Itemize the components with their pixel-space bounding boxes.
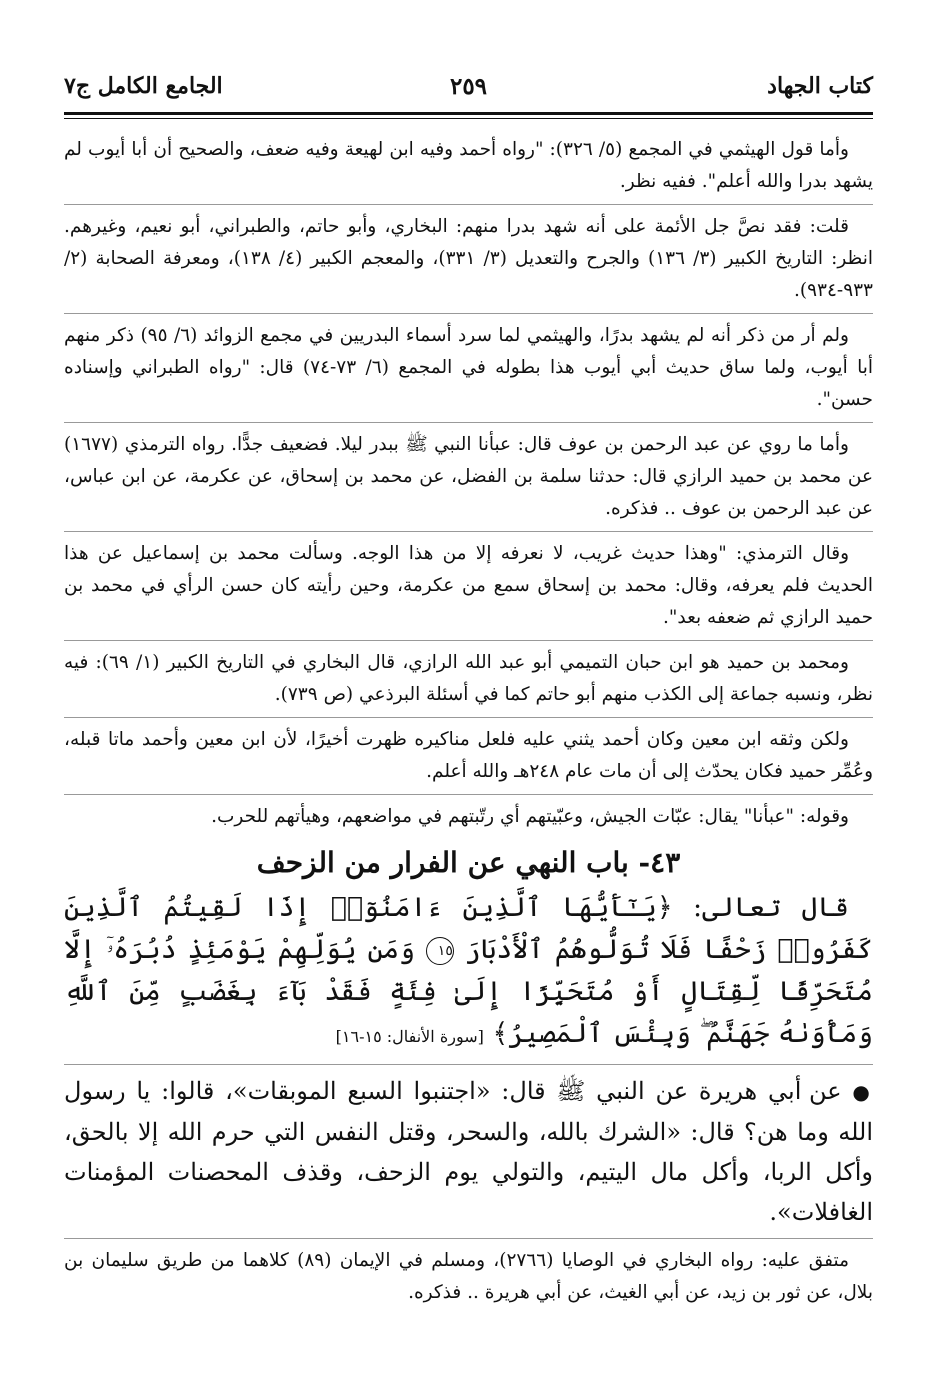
page-header xyxy=(64,66,873,106)
takhrij-paragraph: متفق عليه: رواه البخاري في الوصايا (٢٧٦٦)، ومسلم في الإيمان (٨٩) كلاهما من طريق سليمان بن بلال، عن ثور بن زيد، عن أبي الغيث، عن أبي هريرة .. فذكره. xyxy=(64,1250,873,1303)
paragraph-separator xyxy=(64,422,873,423)
paragraph-separator xyxy=(64,313,873,314)
quran-reference: [سورة الأنفال: ١٥-١٦] xyxy=(335,1027,484,1046)
paragraph-separator xyxy=(64,1064,873,1065)
paragraph: ولكن وثقه ابن معين وكان أحمد يثني عليه فلعل مناكيره ظهرت أخيرًا، لأن ابن معين وأحمد ماتا قبله، وعُمِّر حميد فكان يحدّث إلى أن مات عام ٢٤٨هـ والله أعلم. xyxy=(64,729,873,782)
paragraph-separator xyxy=(64,794,873,795)
section-heading: ٤٣- باب النهي عن الفرار من الزحف xyxy=(256,846,681,879)
verse-16: وَمَن يُوَلِّهِمْ يَوْمَئِذٍ دُبُرَهُۥٓ إِلَّا مُتَحَرِّفًا لِّقِتَالٍ أَوْ مُتَحَيِّزًا إِلَىٰ فِئَةٍ فَقَدْ بَآءَ بِغَضَبٍ مِّنَ ٱللَّهِ وَمَأْوَىٰهُ جَهَنَّمُ ۖ وَبِئْسَ ٱلْمَصِيرُ﴾ xyxy=(64,934,873,1049)
paragraph-separator xyxy=(64,717,873,718)
paragraph-separator xyxy=(64,531,873,532)
quran-intro: قال تعالى: xyxy=(692,892,849,923)
verse-15: ﴿يَـٰٓأَيُّهَا ٱلَّذِينَ ءَامَنُوٓا۟ إِذَا لَقِيتُمُ ٱلَّذِينَ كَفَرُوا۟ زَحْفًا فَلَا تُوَلُّوهُمُ ٱلْأَدْبَارَ xyxy=(64,892,873,965)
paragraph: وقوله: "عبأنا" يقال: عبّات الجيش، وعبّيتهم أي رتّبتهم في مواضعهم، وهيأتهم للحرب. xyxy=(211,806,849,827)
paragraph-separator xyxy=(64,640,873,641)
paragraph: ولم أر من ذكر أنه لم يشهد بدرًا، والهيثمي لما سرد أسماء البدريين في مجمع الزوائد (٦/ ٩٥) ذكر منهم أبا أيوب، ولما ساق حديث أبي أيوب هذا بطوله في المجمع (٦/ ٧٣-٧٤) قال: "رواه الطبراني وإسناده حسن". xyxy=(64,325,873,410)
header-rule xyxy=(64,112,873,115)
book-title: الجامع الكامل ج٧ xyxy=(64,73,223,99)
paragraph: ومحمد بن حميد هو ابن حبان التميمي أبو عبد الله الرازي، قال البخاري في التاريخ الكبير (١/ ٦٩): فيه نظر، ونسبه جماعة إلى الكذب منهم أبو حاتم كما في أسئلة البرذعي (ص ٧٣٩). xyxy=(64,652,873,705)
paragraph-separator xyxy=(64,204,873,205)
header-rule-thin xyxy=(64,118,873,119)
chapter-title: كتاب الجهاد xyxy=(767,73,873,99)
paragraph: وقال الترمذي: "وهذا حديث غريب، لا نعرفه إلا من هذا الوجه. وسألت محمد بن إسماعيل عن هذا الحديث فلم يعرفه، وقال: محمد بن إسحاق سمع من عكرمة، وحين رأيته كان حسن الرأي في محمد بن حميد الرازي ثم ضعفه بعد". xyxy=(64,543,873,628)
paragraph: قلت: فقد نصَّ جل الأئمة على أنه شهد بدرا منهم: البخاري، وأبو حاتم، والطبراني، أبو نعيم، وغيرهم. انظر: التاريخ الكبير (٣/ ١٣٦) والجرح والتعديل (٣/ ٣٣١)، والمعجم الكبير (٤/ ١٣٨)، ومعرفة الصحابة (٢/ ٩٣٣-٩٣٤). xyxy=(64,216,873,301)
paragraph: وأما ما روي عن عبد الرحمن بن عوف قال: عبأنا النبي ﷺ ببدر ليلا. فضعيف جدًّا. رواه الترمذي (١٦٧٧) عن محمد بن حميد الرازي قال: حدثنا سلمة بن الفضل، عن محمد بن إسحاق، عن عكرمة، عن ابن عباس، عن عبد الرحمن بن عوف .. فذكره. xyxy=(64,434,873,519)
quran-verses xyxy=(64,887,873,1058)
hadith-block xyxy=(64,1071,873,1232)
bullet-icon: ● xyxy=(852,1080,873,1104)
verse-number-15: ١٥ xyxy=(426,937,454,965)
page-number: ٢٥٩ xyxy=(449,72,488,100)
paragraph-separator xyxy=(64,1238,873,1239)
paragraph: وأما قول الهيثمي في المجمع (٥/ ٣٢٦): "رواه أحمد وفيه ابن لهيعة وفيه ضعف، والصحيح أن أبا أيوب لم يشهد بدرا والله أعلم". ففيه نظر. xyxy=(64,139,873,192)
hadith-text: عن أبي هريرة عن النبي ﷺ قال: «اجتنبوا السبع الموبقات»، قالوا: يا رسول الله وما هن؟ قال: «الشرك بالله، والسحر، وقتل النفس التي حرم الله إلا بالحق، وأكل الربا، وأكل مال اليتيم، والتولي يوم الزحف، وقذف المحصنات المؤمنات الغافلات». xyxy=(64,1077,874,1226)
page-content xyxy=(64,134,873,1309)
